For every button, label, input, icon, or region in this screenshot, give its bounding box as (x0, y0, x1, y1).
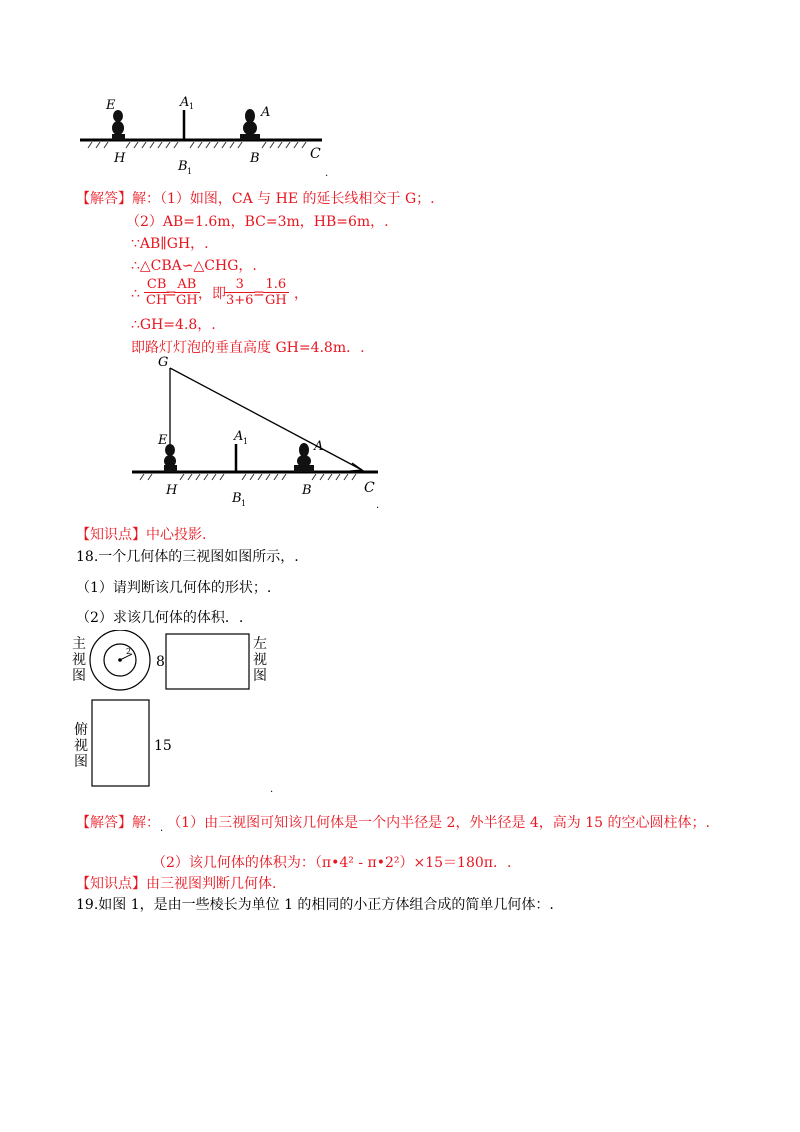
question-18-title: 18.一个几何体的三视图如图所示，. (76, 549, 299, 565)
label-e: E (106, 98, 116, 113)
left-view-label-3: 图 (253, 668, 267, 684)
answer2-dot: . (160, 823, 164, 834)
label-g: G (158, 355, 169, 370)
label-a1-sub: 1 (189, 102, 195, 111)
top-view-rectangle (92, 700, 149, 786)
knowledge-point-2 (76, 875, 276, 893)
ground-hatching (140, 474, 356, 480)
answer2-line1: （1）由三视图可知该几何体是一个内半径是 2，外半径是 4，高为 15 的空心圆柱体；. (167, 815, 710, 831)
top-view-label-3: 图 (74, 754, 88, 770)
line-gc (170, 368, 362, 470)
label-a: A (261, 105, 271, 120)
three-views-figure (70, 630, 290, 796)
question-18-sub1: （1）请判断该几何体的形状；. (76, 580, 272, 596)
length-label: 15 (154, 738, 172, 754)
label-c: C (364, 480, 375, 496)
fraction-ab-gh (174, 277, 200, 308)
fraction-gh-denominator: GH (265, 293, 287, 308)
fraction-3plus6-denominator: 3+6 (226, 293, 254, 308)
person-e-silhouette (164, 444, 177, 472)
label-c: C (310, 146, 321, 162)
ground-hatching (88, 142, 306, 148)
equals-sign-1: = (165, 286, 177, 302)
answer2-first-line (76, 814, 710, 838)
fraction-ab-gh-numerator: AB (174, 277, 200, 293)
left-view-label-1: 左 (253, 636, 267, 652)
label-e: E (158, 433, 168, 448)
fraction-1-6-numerator: 1.6 (263, 277, 289, 293)
answer1-line2: （2）AB=1.6m，BC=3m，HB=6m，. (126, 214, 389, 230)
answer2-lead: 解： (132, 815, 160, 831)
label-b1: B (178, 159, 188, 174)
person-a-silhouette (240, 109, 260, 140)
label-b1-sub: 1 (187, 167, 193, 176)
answer1-tag: 【解答】 (76, 191, 132, 207)
answer1-line5-prefix: ∴ (131, 286, 140, 302)
knowledge-text: 由三视图判断几何体. (146, 876, 277, 892)
left-view-label-2: 视 (253, 652, 267, 668)
fraction-3-over-3plus6 (224, 277, 255, 308)
label-a1: A (180, 95, 190, 110)
label-h: H (114, 151, 126, 166)
answer2-tag: 【解答】 (76, 815, 132, 831)
radius-label: 2 (126, 647, 132, 656)
trailing-dot: . (376, 500, 380, 511)
street-lamp-figure-with-g (126, 352, 396, 514)
knowledge-tag: 【知识点】 (76, 876, 146, 892)
label-a1: A (234, 429, 244, 444)
answer2-line2: （2）该几何体的体积为：（π•4² - π•2²）×15＝180π．. (152, 855, 512, 871)
label-b: B (302, 483, 312, 498)
label-b1-sub: 1 (241, 499, 247, 508)
top-view-label-1: 俯 (74, 722, 88, 738)
label-a1-sub: 1 (243, 437, 249, 446)
equals-sign-2: = (253, 286, 265, 302)
answer1-first-line (76, 190, 435, 208)
question-18-sub2: （2）求该几何体的体积．. (76, 610, 244, 626)
person-a-silhouette (294, 443, 314, 472)
answer1-line5-tail: ， (294, 286, 308, 302)
person-e-silhouette (112, 110, 125, 140)
fraction-ab-gh-denominator: GH (176, 293, 198, 308)
answer1-line7: 即路灯灯泡的垂直高度 GH=4.8m．. (131, 340, 365, 356)
knowledge-text: 中心投影. (146, 527, 207, 543)
answer1-line4: ∴△CBA∽△CHG，. (131, 258, 257, 274)
answer1-lead: 解：（1）如图，CA 与 HE 的延长线相交于 G；. (132, 191, 435, 207)
trailing-dot: . (325, 168, 329, 179)
label-h: H (166, 483, 178, 498)
label-b: B (250, 151, 260, 166)
answer1-line3: ∵AB∥GH，. (131, 236, 209, 252)
fraction-cb-ch-numerator: CB (144, 277, 169, 293)
label-b1: B (232, 491, 242, 506)
front-view-label-1: 主 (72, 636, 86, 652)
street-lamp-figure-top (70, 92, 340, 182)
left-view-rectangle (166, 634, 249, 689)
fraction-3-numerator: 3 (224, 277, 255, 293)
question-19-title: 19.如图 1，是由一些棱长为单位 1 的相同的小正方体组合成的简单几何体：. (76, 897, 554, 913)
knowledge-tag: 【知识点】 (76, 527, 146, 543)
fraction-1-6-over-gh (263, 277, 289, 308)
height-label: 8 (156, 654, 165, 670)
knowledge-point-1 (76, 526, 206, 544)
answer1-mid-text: ，即 (198, 286, 226, 302)
trailing-dot: . (270, 784, 274, 795)
front-view-label-2: 视 (72, 652, 86, 668)
label-a: A (314, 439, 324, 454)
top-view-label-2: 视 (74, 738, 88, 754)
answer1-line6: ∴GH=4.8，. (131, 317, 216, 333)
front-view-label-3: 图 (72, 668, 86, 684)
fraction-cb-ch-denominator: CH (146, 293, 168, 308)
